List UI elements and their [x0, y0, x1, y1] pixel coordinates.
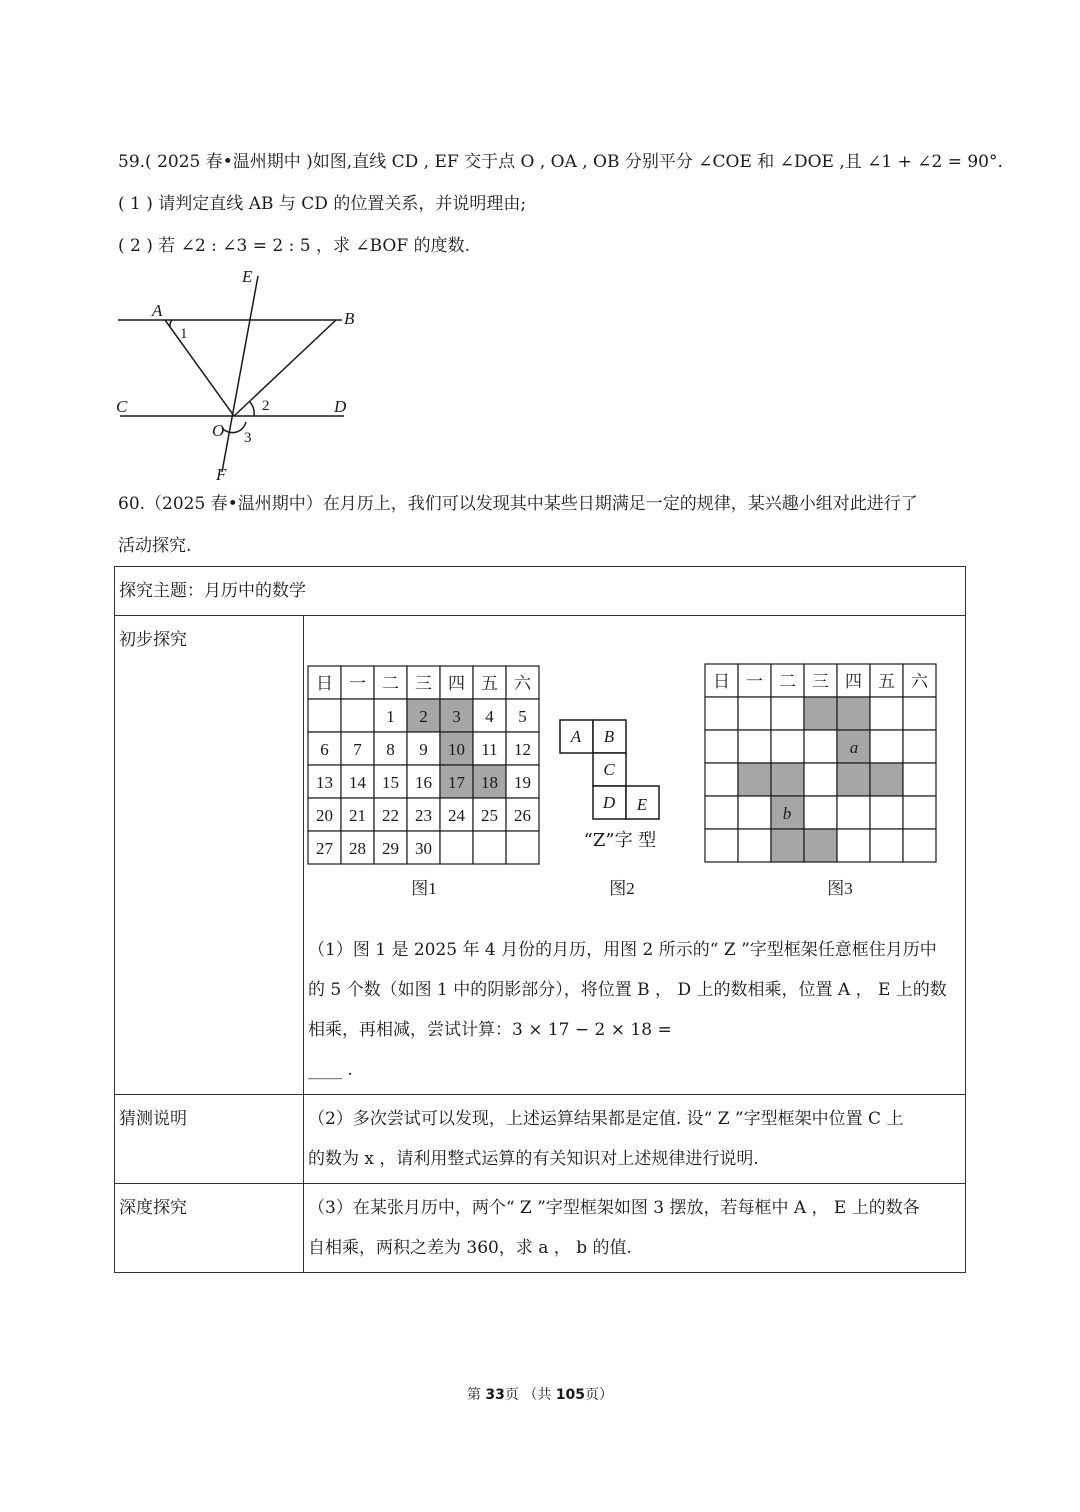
label-angle-2: 2 [262, 398, 270, 414]
fig1-date: 4 [485, 707, 494, 726]
fig1-date: 6 [320, 740, 329, 759]
fig3-cell [870, 763, 903, 796]
fig3-cell [771, 763, 804, 796]
row2-content [304, 1095, 966, 1184]
fig3-cell [804, 730, 837, 763]
fig3-cell [804, 796, 837, 829]
fig3-cell [705, 829, 738, 862]
label-o: O [212, 421, 225, 440]
fig3-cell [870, 730, 903, 763]
fig3-cell [870, 796, 903, 829]
fig3-label-a: a [849, 738, 859, 757]
fig3-cell [771, 829, 804, 862]
fig1-weekday: 二 [382, 674, 399, 693]
fig3-cell [804, 829, 837, 862]
label-d: D [334, 397, 347, 416]
fig3-cell [837, 796, 870, 829]
label-a: A [152, 301, 163, 320]
fig3-cell [738, 697, 771, 730]
topic-cell: 探究主题：月历中的数学 [115, 567, 966, 616]
table-row [115, 1184, 966, 1273]
fig1-date: 30 [415, 839, 432, 858]
fig1-date: 12 [514, 740, 531, 759]
row1-label: 初步探究 [115, 616, 304, 1095]
q60-part1-line3: 相乘，再相减，尝试计算：3 × 17 − 2 × 18 = [308, 1020, 672, 1040]
fig1-date-cell [341, 699, 374, 732]
label-f: F [216, 465, 227, 484]
z-caption: “Z”字 型 [583, 830, 657, 851]
fig3-cell [738, 763, 771, 796]
q59-part1: ( 1 ) 请判定直线 AB 与 CD 的位置关系，并说明理由; [118, 194, 527, 214]
fig1-date: 24 [448, 806, 465, 825]
label-b: B [344, 309, 355, 328]
z-label-d: D [602, 793, 616, 812]
fig1-date: 15 [382, 773, 399, 792]
calendar-figure-1 [308, 666, 539, 864]
fig1-date: 27 [316, 839, 333, 858]
fig3-cell [903, 697, 936, 730]
fig1-date-cell [440, 831, 473, 864]
caption-fig2: 图2 [609, 879, 635, 898]
q60-stem-line1: 60.（2025 春•温州期中）在月历上，我们可以发现其中某些日期满足一定的规律，某兴趣小组对此进行了 [118, 494, 918, 514]
fig3-cell [804, 763, 837, 796]
fig1-date: 18 [481, 773, 498, 792]
fig1-date: 5 [518, 707, 527, 726]
fig3-weekday: 二 [779, 672, 796, 691]
fig3-cell [903, 829, 936, 862]
z-label-a: A [570, 727, 582, 746]
fig1-date: 10 [448, 740, 465, 759]
z-label-e: E [636, 795, 648, 814]
q60-part3-line1: （3）在某张月历中，两个“ Z ”字型框架如图 3 摆放，若每框中 A ， E 上的数各 [308, 1198, 920, 1218]
q60-figures [300, 660, 950, 910]
label-c: C [116, 397, 128, 416]
q60-part1-line2: 的 5 个数（如图 1 中的阴影部分），将位置 B ， D 上的数相乘，位置 A ， E 上的数 [308, 980, 947, 1000]
segment-ob [234, 320, 336, 416]
segment-oa [165, 320, 234, 416]
fig3-cell [870, 829, 903, 862]
fig1-weekday: 五 [481, 674, 498, 693]
fig3-cell [738, 730, 771, 763]
fig3-cell [705, 763, 738, 796]
fig3-cell [903, 763, 936, 796]
fig3-cell [903, 730, 936, 763]
row3-content [304, 1184, 966, 1273]
z-label-c: C [603, 760, 615, 779]
fig1-weekday: 三 [415, 674, 432, 693]
fig1-weekday: 日 [316, 674, 333, 693]
q59-figure [110, 262, 370, 488]
fig3-weekday: 四 [845, 672, 862, 691]
table-row [115, 1095, 966, 1184]
caption-fig3: 图3 [827, 879, 853, 898]
fig1-date: 22 [382, 806, 399, 825]
fig1-date: 1 [386, 707, 395, 726]
fig1-date: 29 [382, 839, 399, 858]
fig3-cell [804, 697, 837, 730]
fig3-weekday: 一 [746, 672, 763, 691]
fig3-weekday: 三 [812, 672, 829, 691]
fig3-cell [738, 796, 771, 829]
fig3-cell [771, 697, 804, 730]
fig1-date: 9 [419, 740, 428, 759]
fig1-date: 25 [481, 806, 498, 825]
q60-part1-line1: （1）图 1 是 2025 年 4 月份的月历，用图 2 所示的“ Z ”字型框架任意框住月历中 [308, 940, 937, 960]
fig1-date-cell [473, 831, 506, 864]
page-footer: 第 33页 （共 105页） [466, 1387, 614, 1403]
q59-stem: 59.( 2025 春•温州期中 )如图,直线 CD , EF 交于点 O , OA , OB 分别平分 ∠COE 和 ∠DOE ,且 ∠1 + ∠2 = 90°. [118, 152, 1003, 172]
fig1-date: 3 [452, 707, 461, 726]
fig1-date: 2 [419, 707, 428, 726]
label-angle-3: 3 [244, 430, 252, 446]
fig1-date: 21 [349, 806, 366, 825]
label-e: E [242, 267, 253, 286]
fig1-date: 20 [316, 806, 333, 825]
fig3-cell [837, 697, 870, 730]
fig3-cell [705, 796, 738, 829]
fig3-label-b: b [782, 804, 792, 823]
caption-fig1: 图1 [411, 879, 437, 898]
row3-label: 深度探究 [115, 1184, 304, 1273]
fig1-weekday: 六 [514, 674, 531, 693]
fig3-cell [837, 763, 870, 796]
fig3-cell [705, 730, 738, 763]
fig3-cell [837, 829, 870, 862]
grid-figure-3 [705, 664, 936, 862]
fig1-weekday: 一 [349, 674, 366, 693]
q60-part2-line2: 的数为 x ，请利用整式运算的有关知识对上述规律进行说明. [308, 1149, 759, 1169]
fig1-date: 28 [349, 839, 366, 858]
fig1-date: 7 [353, 740, 362, 759]
fig1-date: 23 [415, 806, 432, 825]
fig3-cell [903, 796, 936, 829]
angle-2-arc [250, 402, 254, 416]
fig1-date: 11 [481, 740, 498, 759]
fig1-date: 19 [514, 773, 531, 792]
label-angle-1: 1 [180, 326, 188, 342]
q60-stem-line2: 活动探究. [118, 536, 192, 556]
fig3-weekday: 五 [878, 672, 895, 691]
fig1-date-cell [506, 831, 539, 864]
fig1-date: 14 [349, 773, 366, 792]
fig3-cell [705, 697, 738, 730]
angle-1-arc [170, 320, 172, 327]
fig3-cell [870, 697, 903, 730]
fig1-date: 16 [415, 773, 432, 792]
fig3-weekday: 六 [911, 672, 928, 691]
table-row [115, 567, 966, 616]
row2-label: 猜测说明 [115, 1095, 304, 1184]
angle-3-arc [222, 422, 246, 433]
fig1-date-cell [308, 699, 341, 732]
fig1-date: 26 [514, 806, 531, 825]
q59-part2: ( 2 ) 若 ∠2 : ∠3 = 2 : 5 ，求 ∠BOF 的度数. [118, 236, 470, 256]
line-ef [222, 276, 258, 472]
fig3-cell [738, 829, 771, 862]
fig3-cell [771, 730, 804, 763]
q60-part3-line2: 自相乘，两积之差为 360，求 a ， b 的值. [308, 1238, 632, 1258]
fig3-weekday: 日 [713, 672, 730, 691]
fig1-date: 13 [316, 773, 333, 792]
fig1-date: 8 [386, 740, 395, 759]
fig1-date: 17 [448, 773, 465, 792]
z-label-b: B [603, 727, 615, 746]
q60-part2-line1: （2）多次尝试可以发现，上述运算结果都是定值. 设“ Z ”字型框架中位置 C 上 [308, 1109, 904, 1129]
q60-part1-blank: ____ . [308, 1060, 353, 1080]
fig1-weekday: 四 [448, 674, 465, 693]
